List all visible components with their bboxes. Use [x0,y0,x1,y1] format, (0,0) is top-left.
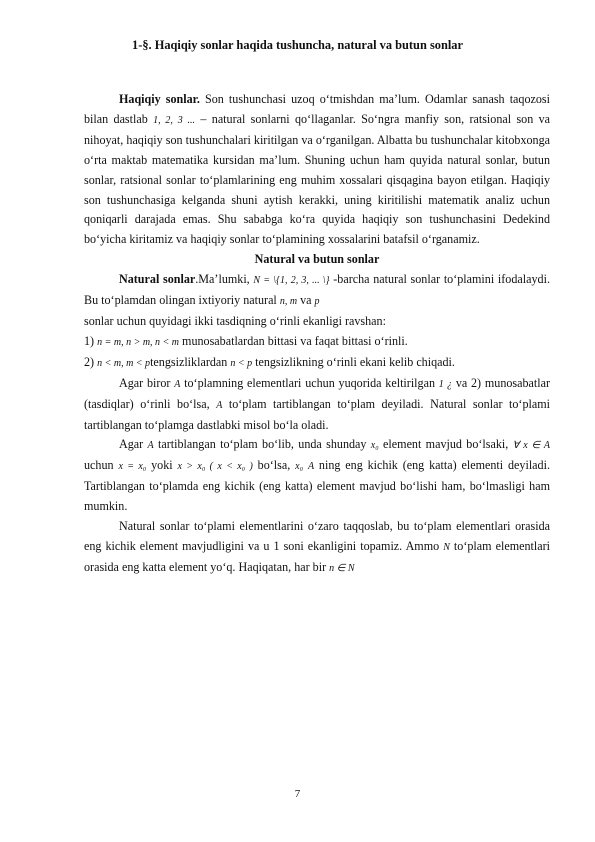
math-inline: n < m, m < p [97,357,151,369]
term-natural-numbers: Natural sonlar [119,272,196,287]
text-run: Son tushunchasi uzoq o‘tmishdan ma’lum. Odamlar sanash taqozosi bilan dastlab [84,92,550,126]
math-inline: x₀ [295,461,304,473]
text-run: to‘plam elementlari orasida eng katta element yo‘q. Haqiqatan, har bir [84,538,550,574]
math-inline: n < p [230,357,253,369]
paragraph-natural-continued [84,312,550,332]
subsection-title: Natural va butun sonlar [254,252,380,267]
math-inline: A [307,461,315,473]
math-inline: x₀ [370,440,379,452]
text-run: -barcha natural sonlar to‘plamini ifodalaydi. Bu to‘plamdan olingan ixtiyoriy natural [84,272,550,308]
text-run: Natural sonlar to‘plami elementlarini o‘zaro taqqoslab, bu to‘plam elementlari orasida eng kichik element mavjudligini va u 1 soni ekanligini topamiz. Ammo [84,519,550,553]
text-run: – natural sonlarni qo‘llaganlar. So‘ngra manfiy son, ratsional son va nihoyat, haqiqiy son tushunchalari kiritilgan va o‘rganilgan. Albatta bu tushunchalar kitobxonga o‘rta maktab matematika kursidan ma’lum. Shuning uchun ham quyida natural sonlar, butun sonlar, ratsional sonlar to‘plamlarining eng muhim xossalari qisqagina bayon etilgan. Haqiqiy son tushunchasiga kelganda shuni aytish kerakki, uning kiritilishi matematik analiz uchun qoniqarli darajada emas. Shu sababga ko‘ra quyida haqiqiy son tushunchasini Dedekind bo‘yicha kiritamiz va haqiqiy sonlar to‘plamining xossalarini batafsil o‘rganamiz. [84,111,550,247]
math-inline: x = x₀ [118,461,147,473]
text-run: va 2) munosabatlar (tasdiqlar) o‘rinli bo‘lsa, [84,375,551,411]
paragraph-real-numbers [84,90,550,250]
math-inline: A [174,378,181,390]
math-inline: n, m [279,296,298,308]
math-inline: A [216,399,223,411]
text-run: to‘plam tartiblangan to‘plam deyiladi. Natural sonlar to‘plami tartiblangan to‘plamga dastlabki misol bo‘la oladi. [84,396,551,432]
math-inline: 1 ¿ [438,378,453,390]
math-inline: 1, 2, 3 ... [153,114,196,126]
paragraph-min-max-element [84,435,550,517]
math-inline: n ∈ N [329,562,355,574]
term-real-numbers: Haqiqiy sonlar. [119,92,200,106]
text-run: tengsizliklardan [150,354,231,369]
text-run: bo‘lsa, [252,458,296,473]
paragraph-natural-min-element [84,517,550,579]
math-inline: ∀ x ∈ A [512,440,550,452]
text-run: sonlar uchun quyidagi ikki tasdiqning o‘rinli ekanligi ravshan: [84,313,386,328]
body-text [84,90,550,579]
text-run: element mavjud bo‘lsaki, [378,437,513,452]
text-run: tartiblangan to‘plam bo‘lib, unda shunday [153,437,371,452]
list-number: 2) [84,354,98,369]
text-run: munosabatlardan bittasi va faqat bittasi o‘rinli. [179,333,408,348]
math-inline: N = \{1, 2, 3, ... \} [253,275,330,287]
list-item-2 [84,353,550,374]
text-run: .Ma’lumki, [195,272,254,287]
text-run: va [297,293,315,308]
math-inline: N [443,541,450,553]
text-run: yoki [146,458,178,473]
math-inline: x > x₀ ( x < x₀ ) [177,461,253,473]
section-title: 1-§. Haqiqiy sonlar haqida tushuncha, natural va butun sonlar [132,38,463,52]
math-inline: n = m, n > m, n < m [97,336,180,348]
list-number: 1) [84,333,98,348]
text-run: ning eng kichik (eng katta) elementi deyiladi. Tartiblangan to‘plamda eng kichik (eng katta) element mavjud bo‘lishi ham, bo‘lmasligi ham mumkin. [84,458,550,514]
page-number: 7 [294,788,301,800]
text-run: uchun [84,458,119,473]
text-run: to‘plamning elementlari uchun yuqorida keltirilgan [180,375,439,390]
math-inline: A [147,440,154,452]
paragraph-ordered-set [84,374,550,436]
text-run: Agar biror [119,375,175,390]
paragraph-natural-numbers [84,270,550,312]
text-run: Agar [119,437,148,452]
list-item-1 [84,332,550,353]
math-inline: p [314,296,320,308]
text-run: tengsizlikning o‘rinli ekani kelib chiqadi. [252,354,455,369]
